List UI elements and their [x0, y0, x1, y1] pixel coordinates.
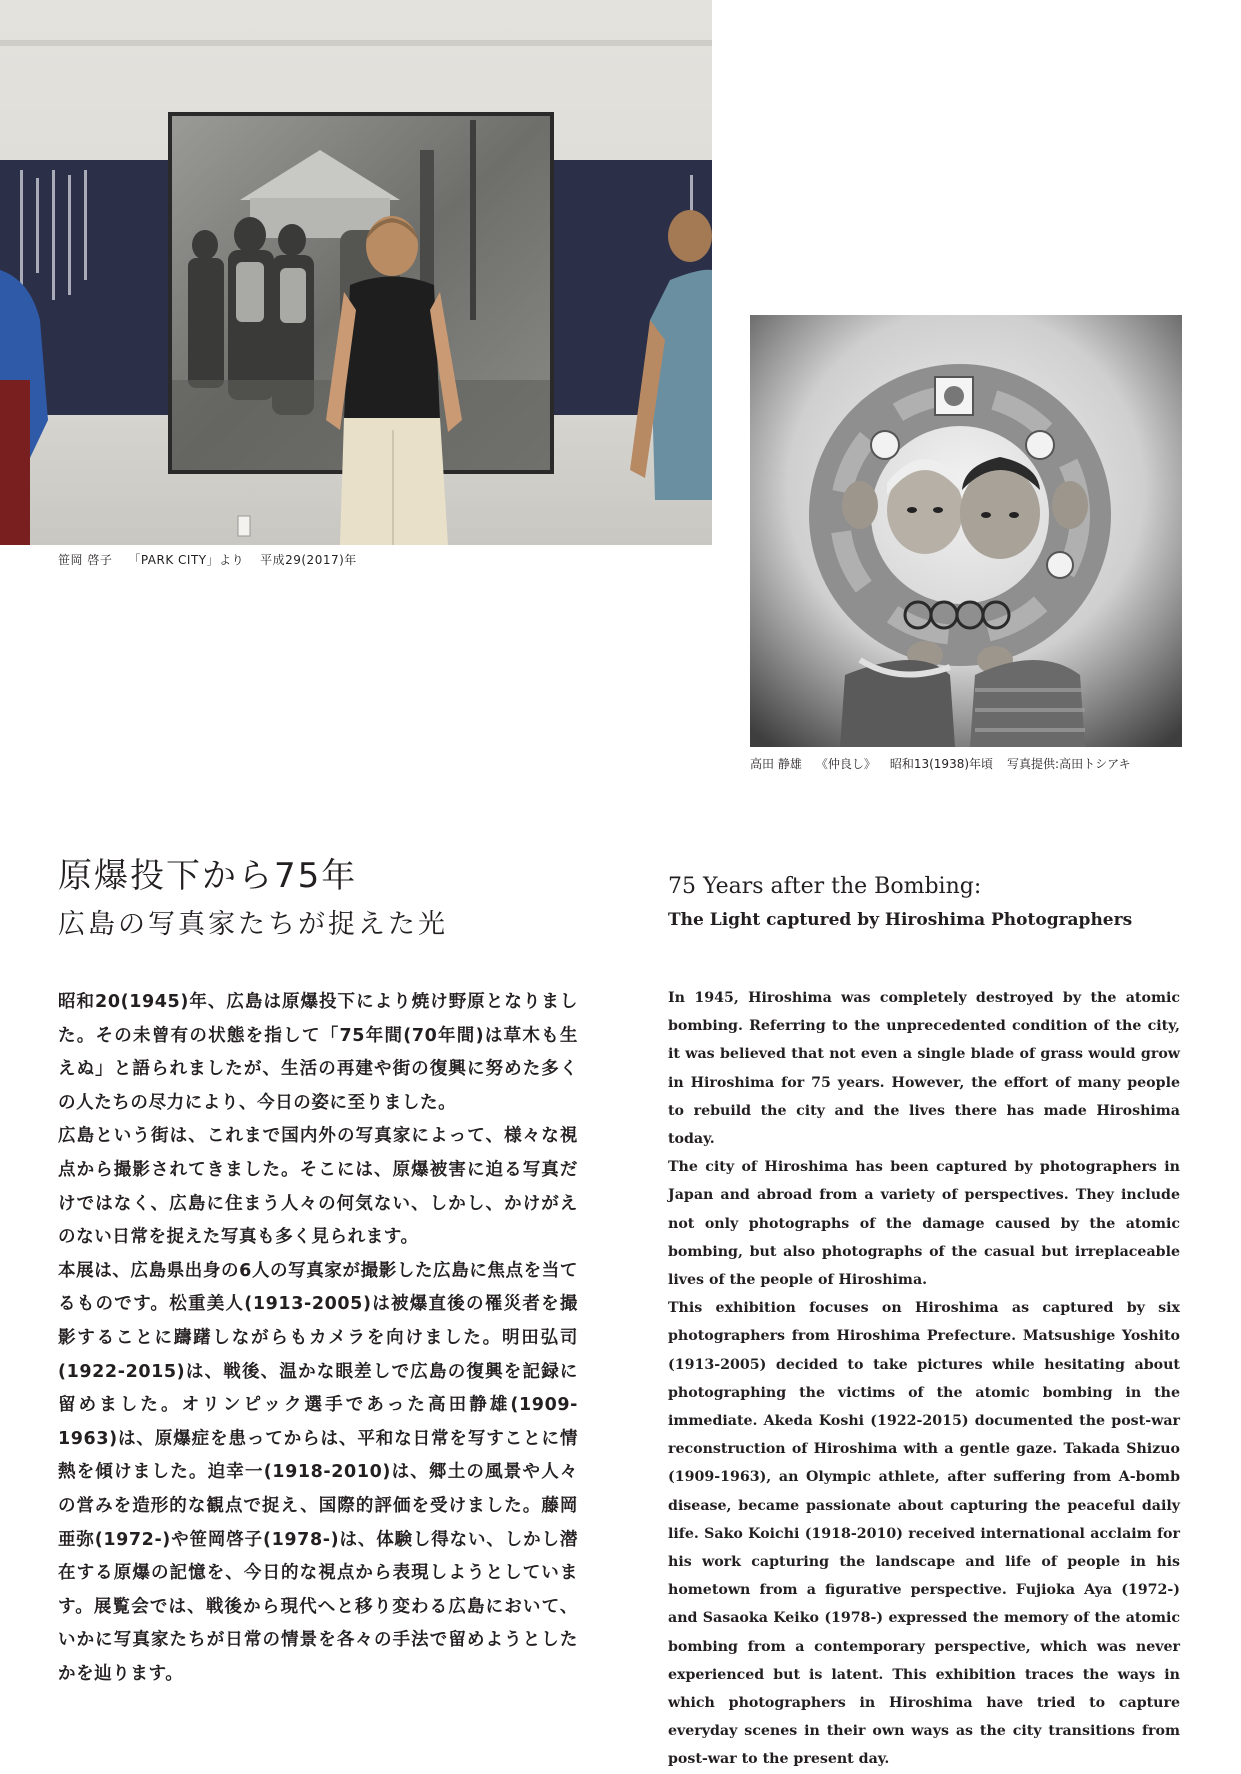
- gallery-scene-illustration: [0, 0, 712, 545]
- english-subtitle: The Light captured by Hiroshima Photographers: [668, 910, 1133, 930]
- caption-year: 昭和13(1938)年頃: [889, 757, 994, 771]
- photo-caption-1: [58, 551, 373, 568]
- english-title: 75 Years after the Bombing:: [668, 874, 982, 899]
- japanese-paragraph: 本展は、広島県出身の6人の写真家が撮影した広島に焦点を当てるものです。松重美人(1913-2005)は被爆直後の罹災者を撮影することに躊躇しながらもカメラを向けました。明田弘司(1922-2015)は、戦後、温かな眼差しで広島の復興を記録に留めました。オリンピック選手であった高田静雄(1909-1963)は、原爆症を患ってからは、平和な日常を写すことに情熱を傾けました。迫幸一(1918-2010)は、郷土の風景や人々の営みを造形的な観点で捉え、国際的評価を受けました。藤岡亜弥(1972-)や笹岡啓子(1978-)は、体験し得ない、しかし潜在する原爆の記憶を、今日的な視点から表現しようとしています。展覧会では、戦後から現代へと移り変わる広島において、いかに写真家たちが日常の情景を各々の手法で留めようとしたかを辿ります。: [58, 1260, 578, 1684]
- english-paragraph: In 1945, Hiroshima was completely destroyed by the atomic bombing. Referring to the unprecedented condition of the city, it was believed that not even a single blade of grass would grow in Hiroshima for 75 years. However, the effort of many people to rebuild the city and the lives there has made Hiroshima today.: [668, 990, 1180, 1148]
- caption-work: 「PARK CITY」より: [128, 553, 245, 567]
- japanese-subtitle: 広島の写真家たちが捉えた光: [58, 909, 448, 940]
- english-paragraph: This exhibition focuses on Hiroshima as captured by six photographers from Hiroshima Prefecture. Matsushige Yoshito (1913-2005) decided to take pictures while hesitating about photographing the victims of the atomic bombing in the immediate. Akeda Koshi (1922-2015) documented the post-war reconstruction of Hiroshima with a gentle gaze. Takada Shizuo (1909-1963), an Olympic athlete, after suffering from A-bomb disease, became passionate about capturing the peaceful daily life. Sako Koichi (1918-2010) received international acclaim for his work capturing the landscape and life of people in his hometown from a figurative perspective. Fujioka Aya (1972-) and Sasaoka Keiko (1978-) expressed the memory of the atomic bombing from a contemporary perspective, which was never experienced but is latent. This exhibition traces the ways in which photographers in Hiroshima have tried to capture everyday scenes in their own ways as the city transitions from post-war to the present day.: [668, 1300, 1180, 1768]
- photo-caption-2: [750, 755, 1145, 772]
- children-photo: [750, 315, 1182, 747]
- exhibition-photo: [0, 0, 712, 545]
- japanese-paragraph: 広島という街は、これまで国内外の写真家によって、様々な視点から撮影されてきました。そこには、原爆被害に迫る写真だけではなく、広島に住まう人々の何気ない、しかし、かけがえのない日常を捉えた写真も多く見られます。: [58, 1126, 578, 1248]
- japanese-paragraph: 昭和20(1945)年、広島は原爆投下により焼け野原となりました。その未曾有の状態を指して「75年間(70年間)は草木も生えぬ」と語られましたが、生活の再建や街の復興に努めた多くの人たちの尽力により、今日の姿に至りました。: [58, 992, 578, 1113]
- caption-year: 平成29(2017)年: [260, 553, 357, 567]
- caption-author: 高田 静雄: [750, 757, 802, 771]
- caption-work: 《仲良し》: [815, 757, 876, 771]
- english-body: [668, 984, 1180, 1774]
- japanese-title: 原爆投下から75年: [58, 856, 358, 896]
- caption-author: 笹岡 啓子: [58, 553, 113, 567]
- children-swim-ring-illustration: [750, 315, 1182, 747]
- caption-credit: 写真提供:高田トシアキ: [1007, 757, 1131, 771]
- japanese-body: [58, 986, 578, 1691]
- english-paragraph: The city of Hiroshima has been captured by photographers in Japan and abroad from a variety of perspectives. They include not only photographs of the damage caused by the atomic bombing, but also photographs of the casual but irreplaceable lives of the people of Hiroshima.: [668, 1159, 1180, 1289]
